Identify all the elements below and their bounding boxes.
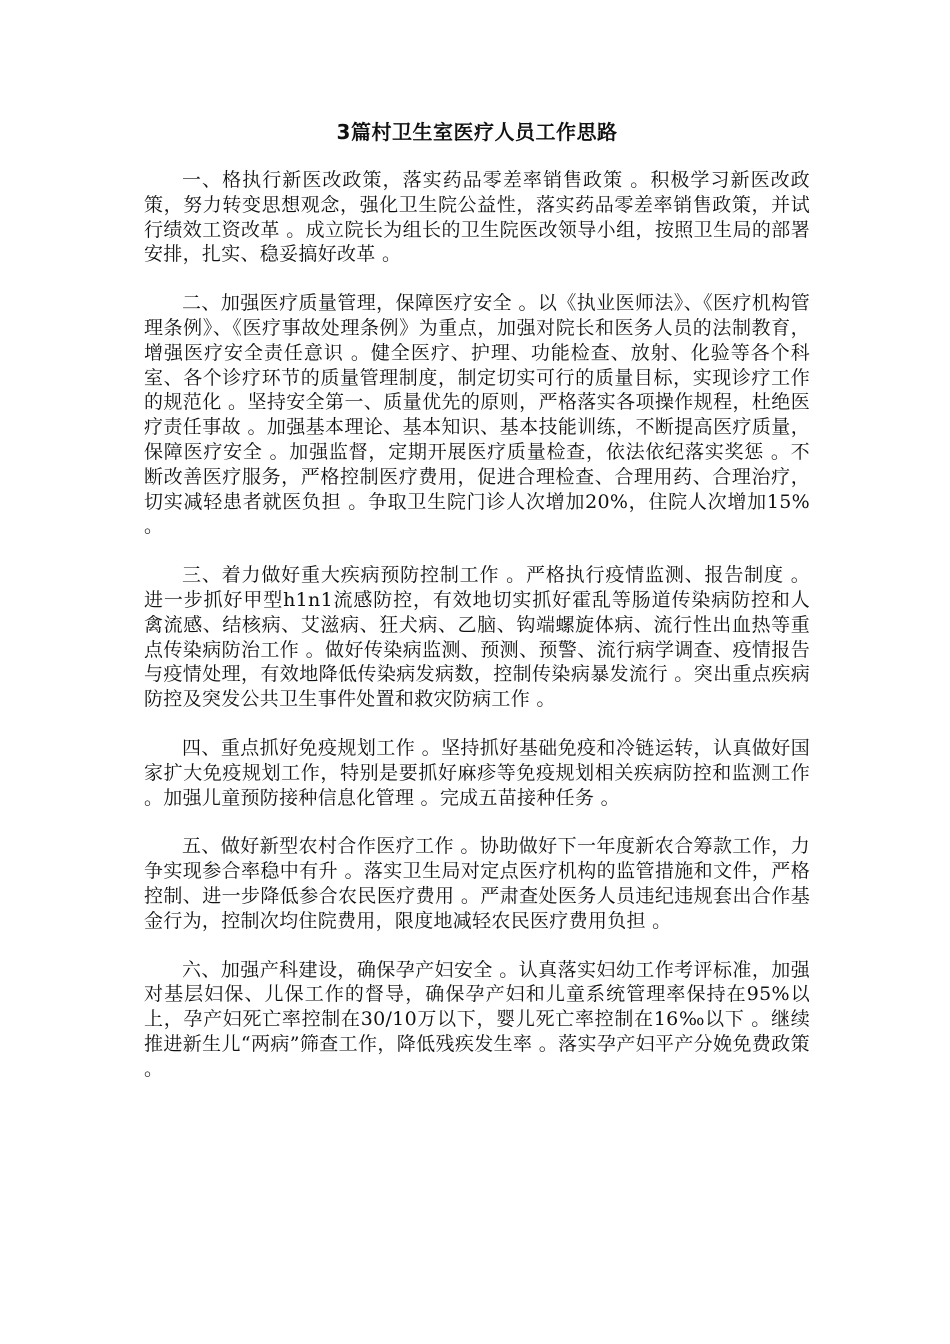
paragraph-6: 六、加强产科建设，确保孕产妇安全 。认真落实妇幼工作考评标准，加强对基层妇保、儿保工作的督导，确保孕产妇和儿童系统管理率保持在95%以上，孕产妇死亡率控制在30/10万以下，婴儿死亡率控制在16‰以下 。继续推进新生儿“两病”筛查工作，降低残疾发生率 。落实孕产妇平产分娩免费政策 。 [144,958,810,1080]
paragraph-2: 二、加强医疗质量管理，保障医疗安全 。以《执业医师法》、《医疗机构管理条例》、《医疗事故处理条例》为重点，加强对院长和医务人员的法制教育，增强医疗安全责任意识 。健全医疗、护理、功能检查、放射、化验等各个科室、各个诊疗环节的质量管理制度，制定切实可行的质量目标，实现诊疗工作的规范化 。坚持安全第一、质量优先的原则，严格落实各项操作规程，杜绝医疗责任事故 。加强基本理论、基本知识、基本技能训练，不断提高医疗质量，保障医疗安全 。加强监督，定期开展医疗质量检查，依法依纪落实奖惩 。不断改善医疗服务，严格控制医疗费用，促进合理检查、合理用药、合理治疗，切实减轻患者就医负担 。争取卫生院门诊人次增加20%，住院人次增加15% 。 [144,292,810,538]
paragraph-1: 一、格执行新医改政策，落实药品零差率销售政策 。积极学习新医改政策，努力转变思想观念，强化卫生院公益性，落实药品零差率销售政策，并试行绩效工资改革 。成立院长为组长的卫生院医改领导小组，按照卫生局的部署安排，扎实、稳妥搞好改革 。 [144,169,810,266]
document-page [144,118,810,1106]
paragraph-5: 五、做好新型农村合作医疗工作 。协助做好下一年度新农合筹款工作，力争实现参合率稳中有升 。落实卫生局对定点医疗机构的监管措施和文件，严格控制、进一步降低参合农民医疗费用 。严肃查处医务人员违纪违规套出合作基金行为，控制次均住院费用，限度地减轻农民医疗费用负担 。 [144,835,810,932]
paragraph-4: 四、重点抓好免疫规划工作 。坚持抓好基础免疫和冷链运转，认真做好国家扩大免疫规划工作，特别是要抓好麻疹等免疫规划相关疾病防控和监测工作 。加强儿童预防接种信息化管理 。完成五苗接种任务 。 [144,736,810,809]
paragraph-3: 三、着力做好重大疾病预防控制工作 。严格执行疫情监测、报告制度 。进一步抓好甲型h1n1流感防控，有效地切实抓好霍乱等肠道传染病防控和人禽流感、结核病、艾滋病、狂犬病、乙脑、钩端螺旋体病、流行性出血热等重点传染病防治工作 。做好传染病监测、预测、预警、流行病学调查、疫情报告与疫情处理，有效地降低传染病发病数，控制传染病暴发流行 。突出重点疾病防控及突发公共卫生事件处置和救灾防病工作 。 [144,564,810,711]
document-title: 3篇村卫生室医疗人员工作思路 [336,120,618,144]
